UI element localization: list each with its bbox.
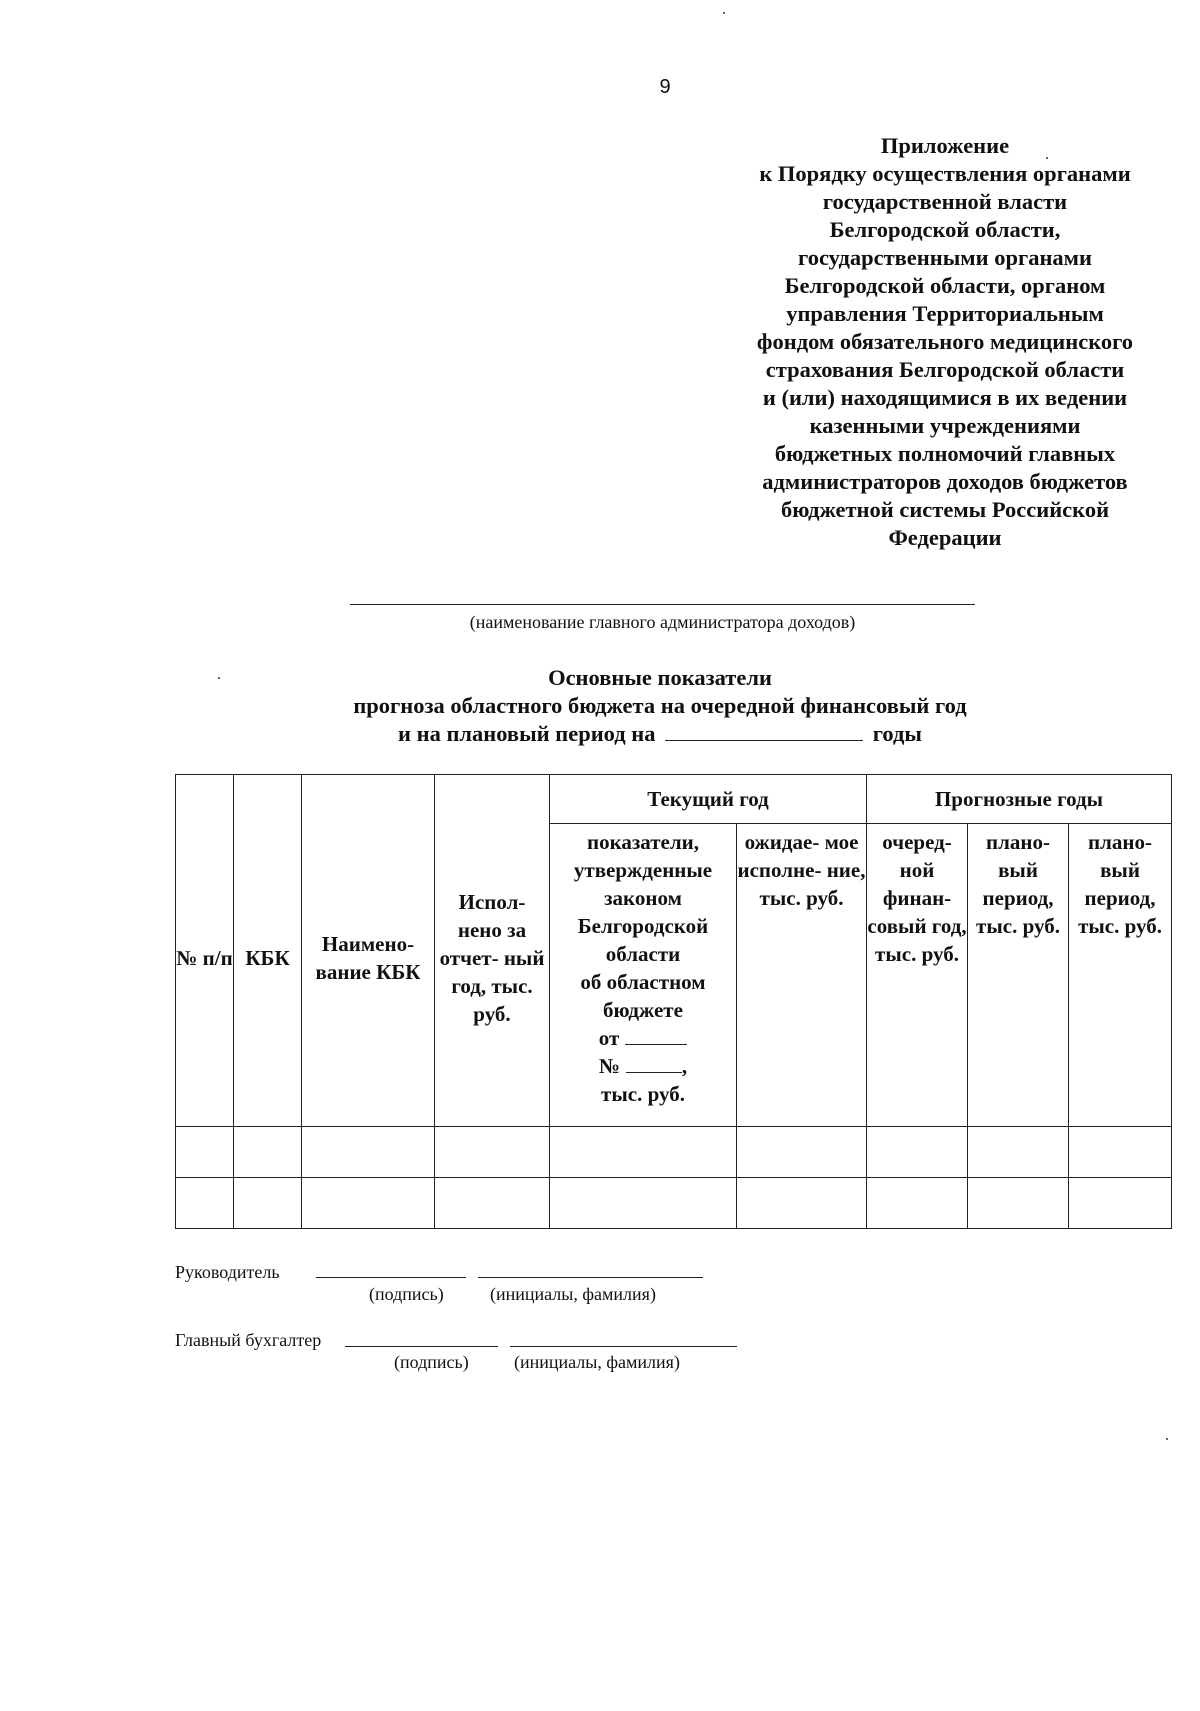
scan-speck	[218, 677, 220, 679]
accountant-signature-caption: (подпись)	[394, 1352, 469, 1372]
head-name-line[interactable]	[478, 1277, 703, 1278]
page-number: 9	[659, 76, 671, 98]
table-cell[interactable]	[867, 1178, 968, 1229]
appendix-line: государственной власти	[822, 189, 1068, 214]
appendix-line: управления Территориальным	[786, 301, 1104, 326]
table-cell[interactable]	[867, 1127, 968, 1178]
table-cell[interactable]	[1069, 1178, 1172, 1229]
table-cell[interactable]	[302, 1127, 435, 1178]
accountant-name-line[interactable]	[510, 1346, 737, 1347]
appendix-header	[735, 132, 1155, 552]
column-header-approved: показатели, утвержденные законом Белгородской области об областном бюджете от № , тыс. руб.	[550, 824, 737, 1127]
appendix-line: и (или) находящимися в их ведении	[762, 385, 1128, 410]
scan-speck	[1166, 1438, 1168, 1440]
title-line-3-suffix: годы	[872, 721, 922, 746]
appendix-line: Приложение	[880, 133, 1010, 158]
table-cell[interactable]	[176, 1127, 234, 1178]
column-header-next-year: очеред- ной финан- совый год, тыс. руб.	[867, 824, 968, 1127]
title-line-3-prefix: и на плановый период на	[398, 721, 656, 746]
head-signature-line[interactable]	[316, 1277, 466, 1278]
head-label: Руководитель	[175, 1262, 280, 1282]
column-header-kbk-name: Наимено- вание КБК	[302, 775, 435, 1127]
accountant-name-caption: (инициалы, фамилия)	[514, 1352, 680, 1372]
appendix-line: Белгородской области, органом	[784, 273, 1106, 298]
table-cell[interactable]	[968, 1178, 1069, 1229]
approved-date-line: от	[550, 1024, 736, 1052]
head-signature-caption: (подпись)	[369, 1284, 444, 1304]
table-cell[interactable]	[176, 1178, 234, 1229]
law-date-blank[interactable]	[625, 1026, 687, 1045]
scan-speck	[723, 12, 725, 14]
administrator-caption: (наименование главного администратора доходов)	[469, 612, 856, 632]
column-header-plan-period-2: плано- вый период, тыс. руб.	[1069, 824, 1172, 1127]
table-cell[interactable]	[550, 1127, 737, 1178]
table-cell[interactable]	[737, 1178, 867, 1229]
table-cell[interactable]	[435, 1127, 550, 1178]
appendix-line: бюджетной системы Российской	[780, 497, 1110, 522]
table-row	[176, 1127, 1172, 1178]
accountant-label: Главный бухгалтер	[175, 1330, 322, 1350]
accountant-signature-line[interactable]	[345, 1346, 498, 1347]
appendix-line: администраторов доходов бюджетов	[762, 469, 1128, 494]
appendix-line: страхования Белгородской области	[765, 357, 1125, 382]
group-header-forecast-years: Прогнозные годы	[867, 775, 1172, 824]
administrator-name-blank[interactable]	[350, 604, 975, 605]
title-line-1: Основные показатели	[548, 665, 772, 690]
years-blank[interactable]	[665, 722, 863, 741]
table-cell[interactable]	[234, 1178, 302, 1229]
title-line-3	[300, 720, 1020, 748]
head-name-caption: (инициалы, фамилия)	[490, 1284, 656, 1304]
appendix-line: государственными органами	[798, 245, 1092, 270]
table-cell[interactable]	[968, 1127, 1069, 1178]
appendix-line: к Порядку осуществления органами	[759, 161, 1131, 186]
appendix-line: казенными учреждениями	[809, 413, 1081, 438]
forecast-table	[175, 774, 1172, 1229]
column-header-kbk: КБК	[234, 775, 302, 1127]
table-cell[interactable]	[737, 1127, 867, 1178]
table-cell[interactable]	[550, 1178, 737, 1229]
column-header-expected: ожидае- мое исполне- ние, тыс. руб.	[737, 824, 867, 1127]
document-title	[300, 664, 1020, 748]
column-header-number: № п/п	[176, 775, 234, 1127]
appendix-line: фондом обязательного медицинского	[756, 329, 1134, 354]
column-header-plan-period-1: плано- вый период, тыс. руб.	[968, 824, 1069, 1127]
appendix-line: Белгородской области,	[829, 217, 1061, 242]
table-cell[interactable]	[234, 1127, 302, 1178]
approved-number-line: № ,	[598, 1054, 688, 1078]
table-row	[176, 1178, 1172, 1229]
table-cell[interactable]	[302, 1178, 435, 1229]
appendix-line: бюджетных полномочий главных	[774, 441, 1116, 466]
table-cell[interactable]	[1069, 1127, 1172, 1178]
appendix-line: Федерации	[888, 525, 1002, 550]
group-header-current-year: Текущий год	[550, 775, 867, 824]
table-cell[interactable]	[435, 1178, 550, 1229]
law-number-blank[interactable]	[626, 1054, 682, 1073]
column-header-executed: Испол- нено за отчет- ный год, тыс. руб.	[435, 775, 550, 1127]
scan-speck	[1046, 157, 1048, 159]
title-line-2: прогноза областного бюджета на очередной финансовый год	[353, 693, 967, 718]
